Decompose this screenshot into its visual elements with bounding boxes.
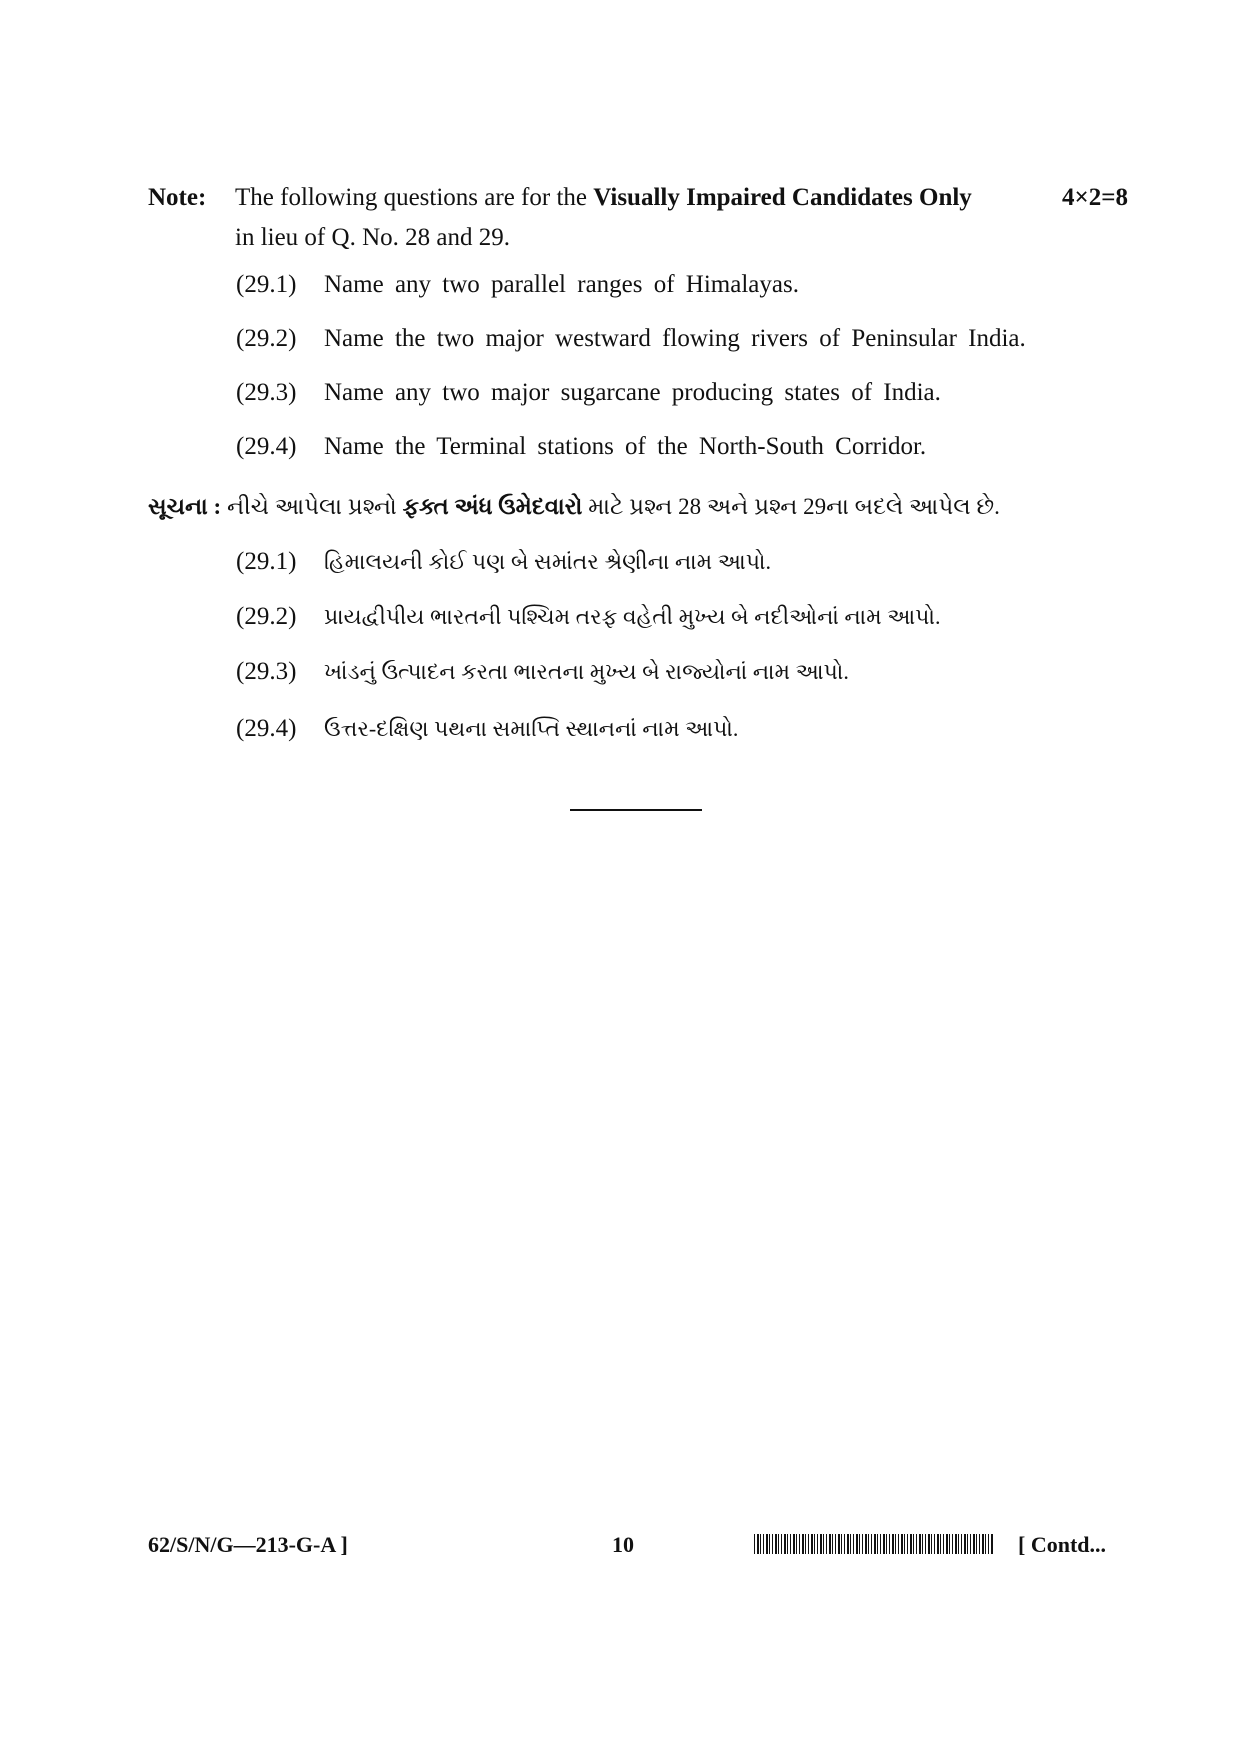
gujarati-note-emphasis: ફક્ત અંધ ઉમેદવારો <box>402 494 583 519</box>
gujarati-note: સૂચના : નીચે આપેલા પ્રશ્નો ફક્ત અંધ ઉમેદવારો માટે પ્રશ્ન 28 અને પ્રશ્ન 29ના બદલે આપેલ છે. <box>148 494 1000 519</box>
question-en-3 <box>236 376 941 410</box>
note-emphasis: Visually Impaired Candidates Only <box>593 184 972 211</box>
question-text: Name any two major sugarcane producing states of India. <box>324 379 941 406</box>
question-text: હિમાલયની કોઈ પણ બે સમાંતર શ્રેણીના નામ આપો. <box>324 549 771 574</box>
question-gu-4 <box>236 712 738 746</box>
question-text: Name the two major westward flowing rivers of Peninsular India. <box>324 325 1026 352</box>
question-number: (29.4) <box>236 433 297 460</box>
gujarati-note-label: સૂચના : <box>148 494 222 519</box>
marks-allocation: 4×2=8 <box>1062 184 1128 211</box>
question-number: (29.4) <box>236 715 297 742</box>
question-number: (29.1) <box>236 548 297 575</box>
page-number: 10 <box>612 1532 634 1557</box>
question-text: Name the Terminal stations of the North-South Corridor. <box>324 433 927 460</box>
question-text: Name any two parallel ranges of Himalayas. <box>324 271 799 298</box>
question-number: (29.3) <box>236 379 297 406</box>
paper-code: 62/S/N/G—213-G-A ] <box>148 1532 348 1557</box>
note-text: The following questions are for the Visually Impaired Candidates Only in lieu of Q. No. 28 and 29. <box>235 184 972 251</box>
question-gu-2 <box>236 600 940 634</box>
end-divider <box>570 809 702 811</box>
question-text: ઉત્તર-દક્ષિણ પથના સમાપ્તિ સ્થાનનાં નામ આપો. <box>324 716 739 741</box>
question-en-4 <box>236 430 926 464</box>
question-number: (29.2) <box>236 325 297 352</box>
question-en-2 <box>236 322 1026 356</box>
continued-label: [ Contd... <box>1018 1532 1107 1557</box>
question-text: પ્રાયદ્વીપીય ભારતની પશ્ચિમ તરફ વહેતી મુખ્ય બે નદીઓનાં નામ આપો. <box>324 604 941 629</box>
question-en-1 <box>236 268 799 302</box>
note-label: Note: <box>148 184 207 211</box>
question-number: (29.2) <box>236 603 297 630</box>
question-text: ખાંડનું ઉત્પાદન કરતા ભારતના મુખ્ય બે રાજ્યોનાં નામ આપો. <box>324 659 849 684</box>
question-number: (29.3) <box>236 658 297 685</box>
question-gu-1 <box>236 545 771 579</box>
question-number: (29.1) <box>236 271 297 298</box>
question-gu-3 <box>236 655 849 689</box>
barcode <box>754 1534 994 1554</box>
